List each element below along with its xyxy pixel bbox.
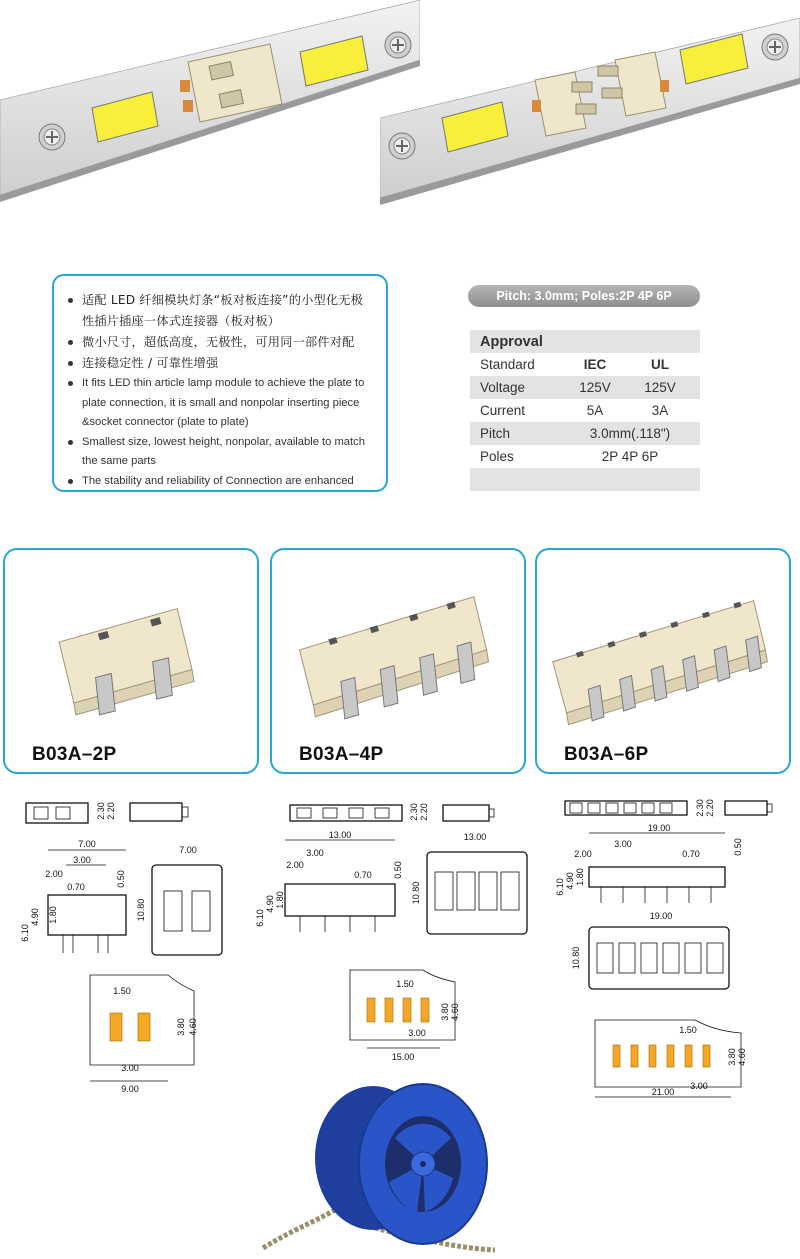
screw-icon	[39, 124, 65, 150]
dim-label: 1.80	[575, 868, 585, 886]
dim-label: 3.00	[690, 1081, 708, 1091]
dim-label: 3.00	[306, 848, 324, 858]
solder-pad	[110, 1013, 122, 1041]
dim-label: 1.50	[679, 1025, 697, 1035]
solder-pad	[613, 1045, 620, 1067]
screw-icon	[389, 133, 415, 159]
dim-label: 3.00	[73, 855, 91, 865]
dim-label: 4.60	[188, 1018, 198, 1036]
table-row-empty	[470, 468, 700, 491]
dim-label: 10.80	[411, 881, 421, 905]
dim-label: 2.20	[705, 799, 715, 817]
tape-reel-icon	[255, 1078, 515, 1256]
dim-label: 21.00	[651, 1087, 675, 1097]
feature-item: It fits LED thin article lamp module to achieve the plate to plate connection, it is small and nonpolar inserting piece &socket connector (plate to plate)	[66, 374, 372, 433]
row-label: Voltage	[480, 380, 526, 395]
iec-value: 5A	[586, 403, 604, 418]
dim-label: 1.80	[275, 891, 285, 909]
dim-label: 6.10	[555, 878, 565, 896]
iec-header: IEC	[583, 357, 607, 372]
dim-label: 3.00	[121, 1063, 139, 1073]
solder-pad	[138, 1013, 150, 1041]
feature-item: 微小尺寸，超低高度，无极性，可用同一部件对配	[66, 332, 372, 353]
dim-label: 4.60	[737, 1048, 747, 1066]
table-row	[470, 376, 700, 399]
pitch-poles-badge: Pitch: 3.0mm; Poles:2P 4P 6P	[468, 285, 700, 307]
dim-label: 0.50	[393, 861, 403, 879]
dim-label: 0.70	[354, 870, 372, 880]
poles-value: 2P 4P 6P	[601, 449, 659, 464]
table-row	[470, 422, 700, 445]
dim-label: 4.60	[450, 1003, 460, 1021]
row-label: Standard	[480, 357, 535, 372]
table-row	[470, 353, 700, 376]
dim-label: 1.50	[396, 979, 414, 989]
hero-separated-strips	[380, 0, 800, 215]
iec-value: 125V	[579, 380, 611, 395]
product-card-4p[interactable]	[270, 548, 526, 774]
dim-label: 0.50	[116, 870, 126, 888]
dim-label: 10.80	[136, 898, 146, 922]
ul-value: 3A	[651, 403, 669, 418]
dim-label: 13.00	[328, 830, 352, 840]
solder-pad	[685, 1045, 692, 1067]
dim-label: 6.10	[255, 909, 265, 927]
solder-pad	[703, 1045, 710, 1067]
feature-list-box	[52, 274, 388, 492]
dim-label: 1.50	[113, 986, 131, 996]
approval-table	[470, 330, 700, 491]
row-label: Poles	[480, 449, 514, 464]
solder-pad	[649, 1045, 656, 1067]
solder-pad	[421, 998, 429, 1022]
pitch-value: 3.0mm(.118")	[589, 426, 671, 441]
dim-label: 4.90	[265, 895, 275, 913]
feature-list	[66, 290, 372, 491]
solder-pad	[367, 998, 375, 1022]
product-card-6p[interactable]	[535, 548, 791, 774]
dim-label: 3.80	[176, 1018, 186, 1036]
feature-item: The stability and reliability of Connection are enhanced	[66, 472, 372, 492]
dim-label: 6.10	[20, 924, 30, 942]
drawing-2p	[18, 795, 248, 1095]
dim-label: 0.70	[682, 849, 700, 859]
solder-pad	[403, 998, 411, 1022]
row-label: Current	[480, 403, 526, 418]
dim-label: 19.00	[647, 823, 671, 833]
feature-item: Smallest size, lowest height, nonpolar, available to match the same parts	[66, 433, 372, 472]
connector-6p-image	[537, 550, 789, 740]
hero-connected-strips	[0, 0, 420, 215]
dim-label: 2.00	[45, 869, 63, 879]
dim-label: 2.00	[286, 860, 304, 870]
product-name: B03A–6P	[564, 744, 649, 765]
dim-label: 3.00	[614, 839, 632, 849]
connector-4p-image	[272, 550, 524, 740]
dim-label: 3.80	[440, 1003, 450, 1021]
dim-label: 2.30	[695, 799, 705, 817]
dim-label: 9.00	[121, 1084, 139, 1094]
product-name: B03A–2P	[32, 744, 117, 765]
solder-pad	[667, 1045, 674, 1067]
dim-label: 2.30	[96, 802, 106, 820]
ul-header: UL	[651, 357, 669, 372]
dim-label: 7.00	[179, 845, 197, 855]
dim-label: 4.90	[30, 908, 40, 926]
dim-label: 2.20	[419, 803, 429, 821]
ul-value: 125V	[644, 380, 676, 395]
dim-label: 3.00	[408, 1028, 426, 1038]
dim-label: 0.50	[733, 838, 743, 856]
drawing-4p	[255, 800, 535, 1070]
dim-label: 2.00	[574, 849, 592, 859]
approval-title: Approval	[470, 330, 700, 353]
dim-label: 15.00	[391, 1052, 415, 1062]
dim-label: 7.00	[78, 839, 96, 849]
table-row	[470, 399, 700, 422]
dim-label: 1.80	[48, 906, 58, 924]
connected-strip-illustration	[0, 0, 420, 215]
screw-icon	[762, 34, 788, 60]
separated-strip-illustration	[380, 0, 800, 215]
dim-label: 13.00	[463, 832, 487, 842]
dim-label: 2.30	[409, 803, 419, 821]
drawing-6p	[555, 795, 800, 1105]
dim-label: 3.80	[727, 1048, 737, 1066]
dim-label: 19.00	[649, 911, 673, 921]
dim-label: 2.20	[106, 802, 116, 820]
product-name: B03A–4P	[299, 744, 384, 765]
solder-pad	[631, 1045, 638, 1067]
dim-label: 4.90	[565, 872, 575, 890]
connector-2p-image	[5, 550, 257, 740]
feature-item: 适配 LED 纤细模块灯条“板对板连接”的小型化无极性插片插座一体式连接器（板对板）	[66, 290, 372, 332]
dim-label: 0.70	[67, 882, 85, 892]
product-card-2p[interactable]	[3, 548, 259, 774]
row-label: Pitch	[480, 426, 511, 441]
dim-label: 10.80	[571, 946, 581, 970]
feature-item: 连接稳定性 / 可靠性增强	[66, 353, 372, 374]
solder-pad	[385, 998, 393, 1022]
table-row	[470, 445, 700, 468]
